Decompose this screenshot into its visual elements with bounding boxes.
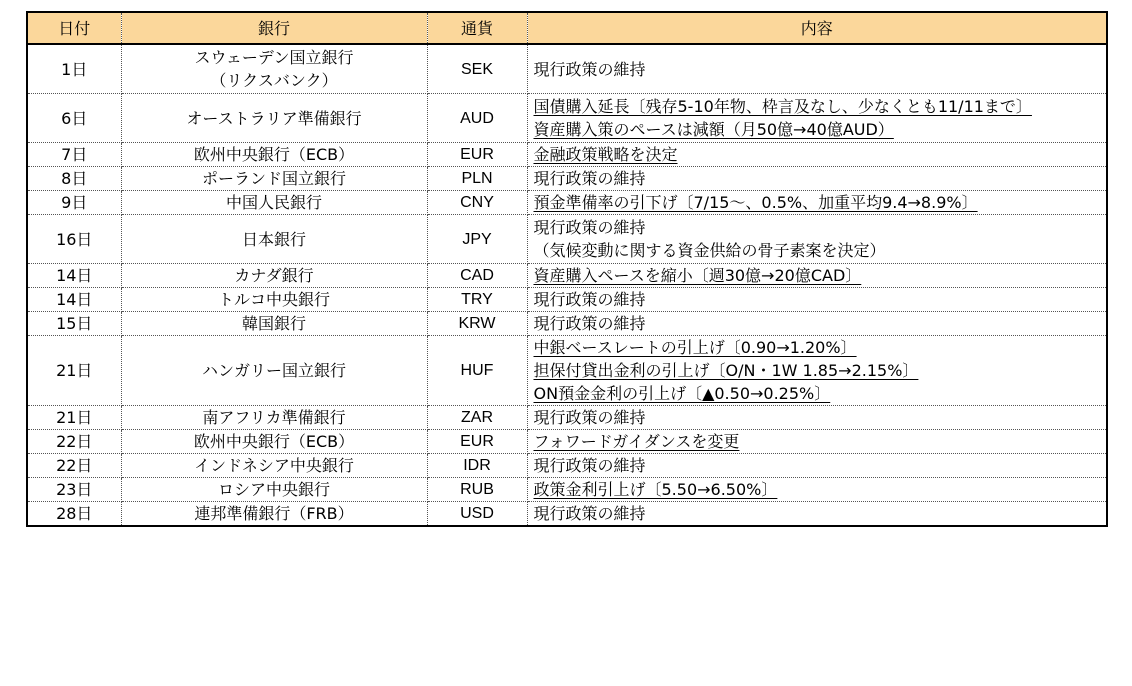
table-body [27,44,1107,526]
currency-cell: ZAR [427,406,527,430]
header-currency: 通貨 [427,12,527,44]
content-cell [527,454,1107,478]
content-cell [527,502,1107,527]
currency-cell: CAD [427,264,527,288]
content-line: 担保付貸出金利の引上げ〔O/N・1W 1.85→2.15%〕 [533,361,919,380]
bank-name-line: インドネシア中央銀行 [194,456,354,475]
date-cell: 23日 [27,478,121,502]
date-cell: 16日 [27,215,121,264]
date-cell: 15日 [27,312,121,336]
content-line: 中銀ベースレートの引上げ〔0.90→1.20%〕 [533,338,857,357]
content-line: 現行政策の維持 [533,290,646,309]
bank-cell [121,94,427,143]
date-cell: 9日 [27,191,121,215]
currency-cell: KRW [427,312,527,336]
content-line: 国債購入延長〔残存5-10年物、枠言及なし、少なくとも11/11まで〕 [533,97,1032,116]
content-line: 政策金利引上げ〔5.50→6.50%〕 [533,480,778,499]
bank-name-line: 中国人民銀行 [225,193,322,212]
bank-cell [121,430,427,454]
date-cell: 1日 [27,44,121,94]
date-cell: 14日 [27,264,121,288]
header-bank: 銀行 [121,12,427,44]
content-cell [527,167,1107,191]
table-row [27,44,1107,94]
table-header-row [27,12,1107,44]
date-cell: 22日 [27,454,121,478]
content-line: 資産購入策のペースは減額（月50億→40億AUD） [533,120,894,139]
content-line: 現行政策の維持 [533,456,646,475]
content-line: （気候変動に関する資金供給の骨子素案を決定） [533,241,886,260]
bank-name-line: ポーランド国立銀行 [201,169,346,188]
content-cell [527,264,1107,288]
table-container [26,11,1108,527]
bank-name-line: トルコ中央銀行 [217,290,330,309]
table-row [27,312,1107,336]
bank-name-line: 韓国銀行 [241,314,306,333]
date-cell: 22日 [27,430,121,454]
table-row [27,406,1107,430]
content-cell [527,143,1107,167]
content-line: 現行政策の維持 [533,408,646,427]
content-cell [527,336,1107,406]
bank-name-line: 日本銀行 [241,229,306,249]
bank-cell [121,336,427,406]
currency-cell: SEK [427,44,527,94]
content-cell [527,478,1107,502]
date-cell: 8日 [27,167,121,191]
bank-name-line: ハンガリー国立銀行 [201,361,346,380]
currency-cell: CNY [427,191,527,215]
currency-cell: RUB [427,478,527,502]
bank-cell [121,406,427,430]
table-row [27,264,1107,288]
table-row [27,215,1107,264]
bank-cell [121,167,427,191]
bank-cell [121,454,427,478]
bank-cell [121,312,427,336]
table-row [27,288,1107,312]
bank-name-line: スウェーデン国立銀行 [194,48,354,67]
currency-cell: USD [427,502,527,527]
central-bank-schedule-table [26,11,1108,527]
date-cell: 21日 [27,336,121,406]
table-row [27,143,1107,167]
content-cell [527,430,1107,454]
date-cell: 14日 [27,288,121,312]
table-row [27,336,1107,406]
bank-cell [121,143,427,167]
bank-cell [121,44,427,94]
bank-name-line: オーストラリア準備銀行 [186,108,362,128]
bank-name-line: 欧州中央銀行（ECB） [193,145,355,164]
table-row [27,454,1107,478]
date-cell: 7日 [27,143,121,167]
bank-cell [121,502,427,527]
currency-cell: TRY [427,288,527,312]
bank-cell [121,191,427,215]
currency-cell: JPY [427,215,527,264]
bank-cell [121,288,427,312]
bank-name-line: 連邦準備銀行（FRB） [194,504,354,523]
table-row [27,478,1107,502]
bank-name-line: カナダ銀行 [234,266,314,285]
currency-cell: EUR [427,430,527,454]
content-line: 金融政策戦略を決定 [533,145,678,164]
header-date: 日付 [27,12,121,44]
bank-name-line: 欧州中央銀行（ECB） [193,432,355,451]
bank-cell [121,264,427,288]
table-row [27,167,1107,191]
currency-cell: HUF [427,336,527,406]
content-line: 現行政策の維持 [533,314,646,333]
bank-name-line: ロシア中央銀行 [217,480,330,499]
date-cell: 21日 [27,406,121,430]
content-cell [527,215,1107,264]
content-cell [527,94,1107,143]
currency-cell: EUR [427,143,527,167]
table-row [27,430,1107,454]
content-cell [527,312,1107,336]
content-line: 預金準備率の引下げ〔7/15～、0.5%、加重平均9.4→8.9%〕 [533,193,978,212]
table-row [27,191,1107,215]
content-line: 現行政策の維持 [533,504,646,523]
content-line: 現行政策の維持 [533,218,646,237]
content-line: 現行政策の維持 [533,169,646,188]
bank-cell [121,215,427,264]
bank-cell [121,478,427,502]
currency-cell: IDR [427,454,527,478]
currency-cell: PLN [427,167,527,191]
date-cell: 28日 [27,502,121,527]
table-row [27,502,1107,527]
bank-name-line: 南アフリカ準備銀行 [202,408,346,427]
content-line: フォワードガイダンスを変更 [533,432,740,451]
date-cell: 6日 [27,94,121,143]
content-line: 資産購入ペースを縮小〔週30億→20億CAD〕 [533,266,862,285]
currency-cell: AUD [427,94,527,143]
content-cell [527,191,1107,215]
table-row [27,94,1107,143]
content-cell [527,406,1107,430]
content-cell [527,288,1107,312]
bank-name-line: （リクスバンク） [210,71,338,90]
content-line: ON預金金利の引上げ〔▲0.50→0.25%〕 [533,384,831,403]
content-cell [527,44,1107,94]
header-content: 内容 [527,12,1107,44]
content-line: 現行政策の維持 [533,59,646,79]
